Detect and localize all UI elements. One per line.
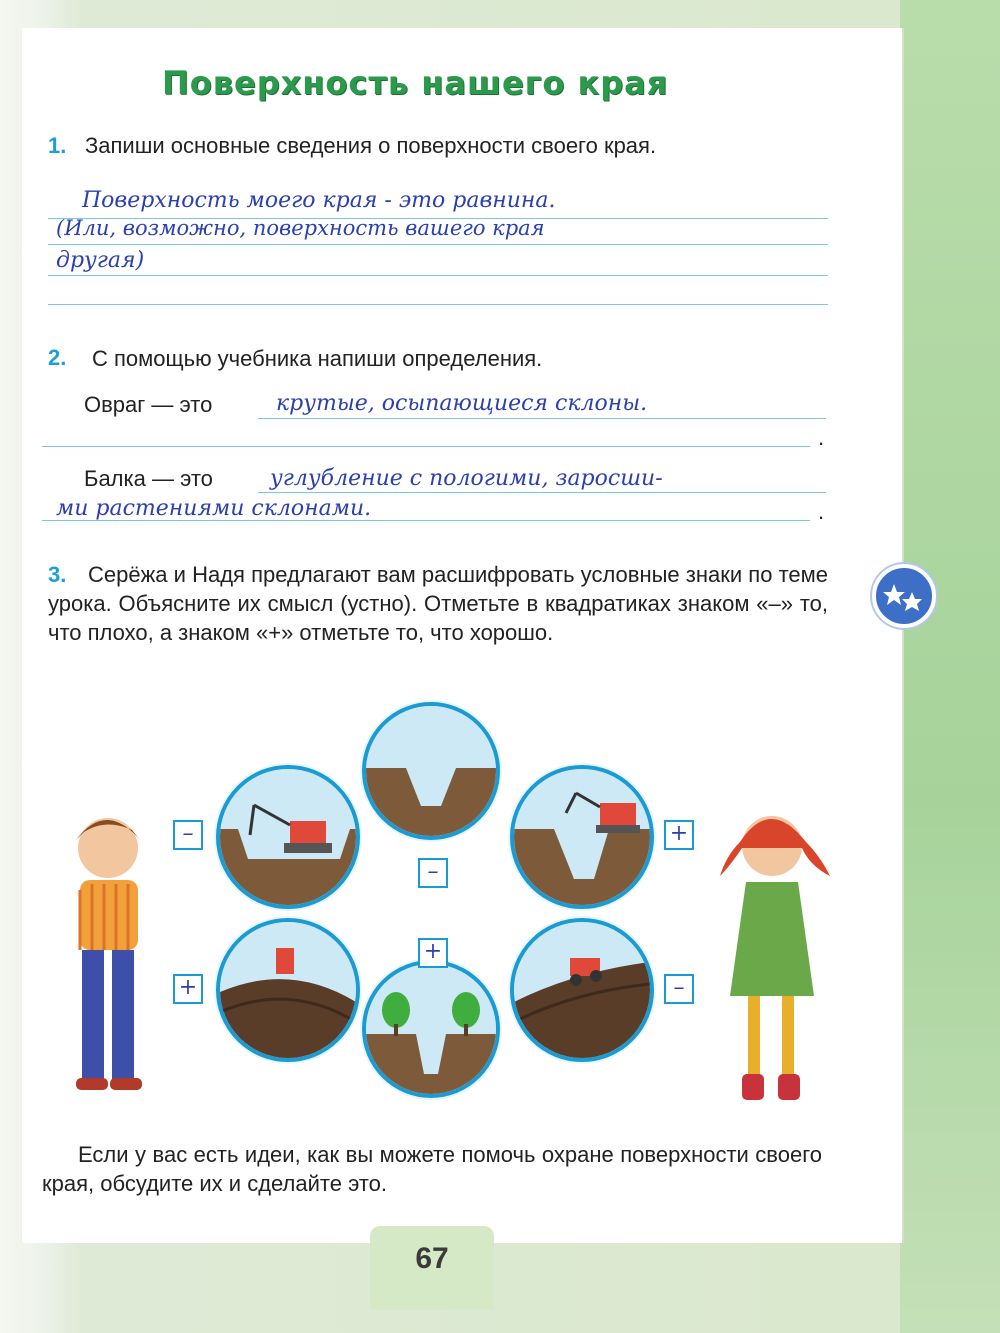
mark-box-ravine[interactable]: –	[418, 858, 448, 888]
balka-answer-line-1: углубление с пологими, зароcши-	[270, 466, 663, 491]
task-1-number: 1.	[48, 133, 67, 158]
ravine-circle	[362, 702, 500, 840]
mark-box-excavator-ravine[interactable]: –	[173, 820, 203, 850]
page-number: 67	[415, 1242, 449, 1275]
answer-line	[48, 244, 828, 245]
excavator-ravine-circle	[216, 765, 360, 909]
star-badge-icon	[872, 564, 936, 628]
task-1-answer-line-2: (Или, возможно, поверхность вашего края	[56, 216, 545, 240]
balka-answer-line-2: ми растениями склонами.	[56, 496, 372, 521]
page-title: Поверхность нашего края	[162, 64, 669, 102]
mark-box-trees-ravine[interactable]: +	[418, 938, 448, 968]
excavator-filling-circle	[510, 765, 654, 909]
task-1-text: Запиши основные сведения о поверхности своего края.	[85, 133, 657, 158]
plough-icon	[220, 922, 356, 1058]
ovrag-label: Овраг — это	[84, 392, 213, 417]
answer-line	[258, 418, 826, 419]
task-2-number: 2.	[48, 345, 67, 370]
tractor-slope-circle	[510, 918, 654, 1062]
footer-text: Если у вас есть идеи, как вы можете помочь охране поверхности своего края, обсудите их и сделайте это.	[42, 1142, 822, 1196]
task-1-answer-line-1: Поверхность моего края - это равнина.	[82, 188, 556, 213]
tractor-icon	[514, 922, 650, 1058]
plough-slope-circle	[216, 918, 360, 1062]
task-3-number: 3.	[48, 562, 67, 587]
mark-box-plough-slope[interactable]: +	[173, 974, 203, 1004]
ravine-icon	[366, 706, 496, 836]
excavator-icon	[514, 769, 650, 905]
answer-line	[258, 492, 826, 493]
mark-box-tractor-slope[interactable]: –	[664, 974, 694, 1004]
stars-icon	[876, 568, 932, 624]
line-end-dot: .	[818, 425, 825, 450]
excavator-icon	[220, 769, 356, 905]
line-end-dot: .	[818, 499, 825, 524]
mark-box-excavator-filling[interactable]: +	[664, 820, 694, 850]
answer-line	[48, 275, 828, 276]
tree-icon	[366, 964, 496, 1094]
trees-ravine-circle	[362, 960, 500, 1098]
answer-line	[42, 446, 810, 447]
task-3-text: Серёжа и Надя предлагают вам расшифровать условные знаки по теме урока. Объясните их смысл (устно). Отметьте в квадратиках знаком «–» то, что плохо, а знаком «+» отметьте то, что хорошо.	[48, 562, 828, 645]
task-2-text: С помощью учебника напиши определения.	[92, 346, 543, 371]
boy-seryozha-illustration	[36, 800, 176, 1100]
balka-label: Балка — это	[84, 466, 213, 491]
ovrag-answer: крутые, осыпающиеся склоны.	[276, 391, 648, 416]
task-1-answer-line-3: другая)	[56, 248, 145, 273]
answer-line	[48, 304, 828, 305]
right-decor-band	[900, 0, 1000, 1333]
girl-nadya-illustration	[690, 796, 850, 1116]
